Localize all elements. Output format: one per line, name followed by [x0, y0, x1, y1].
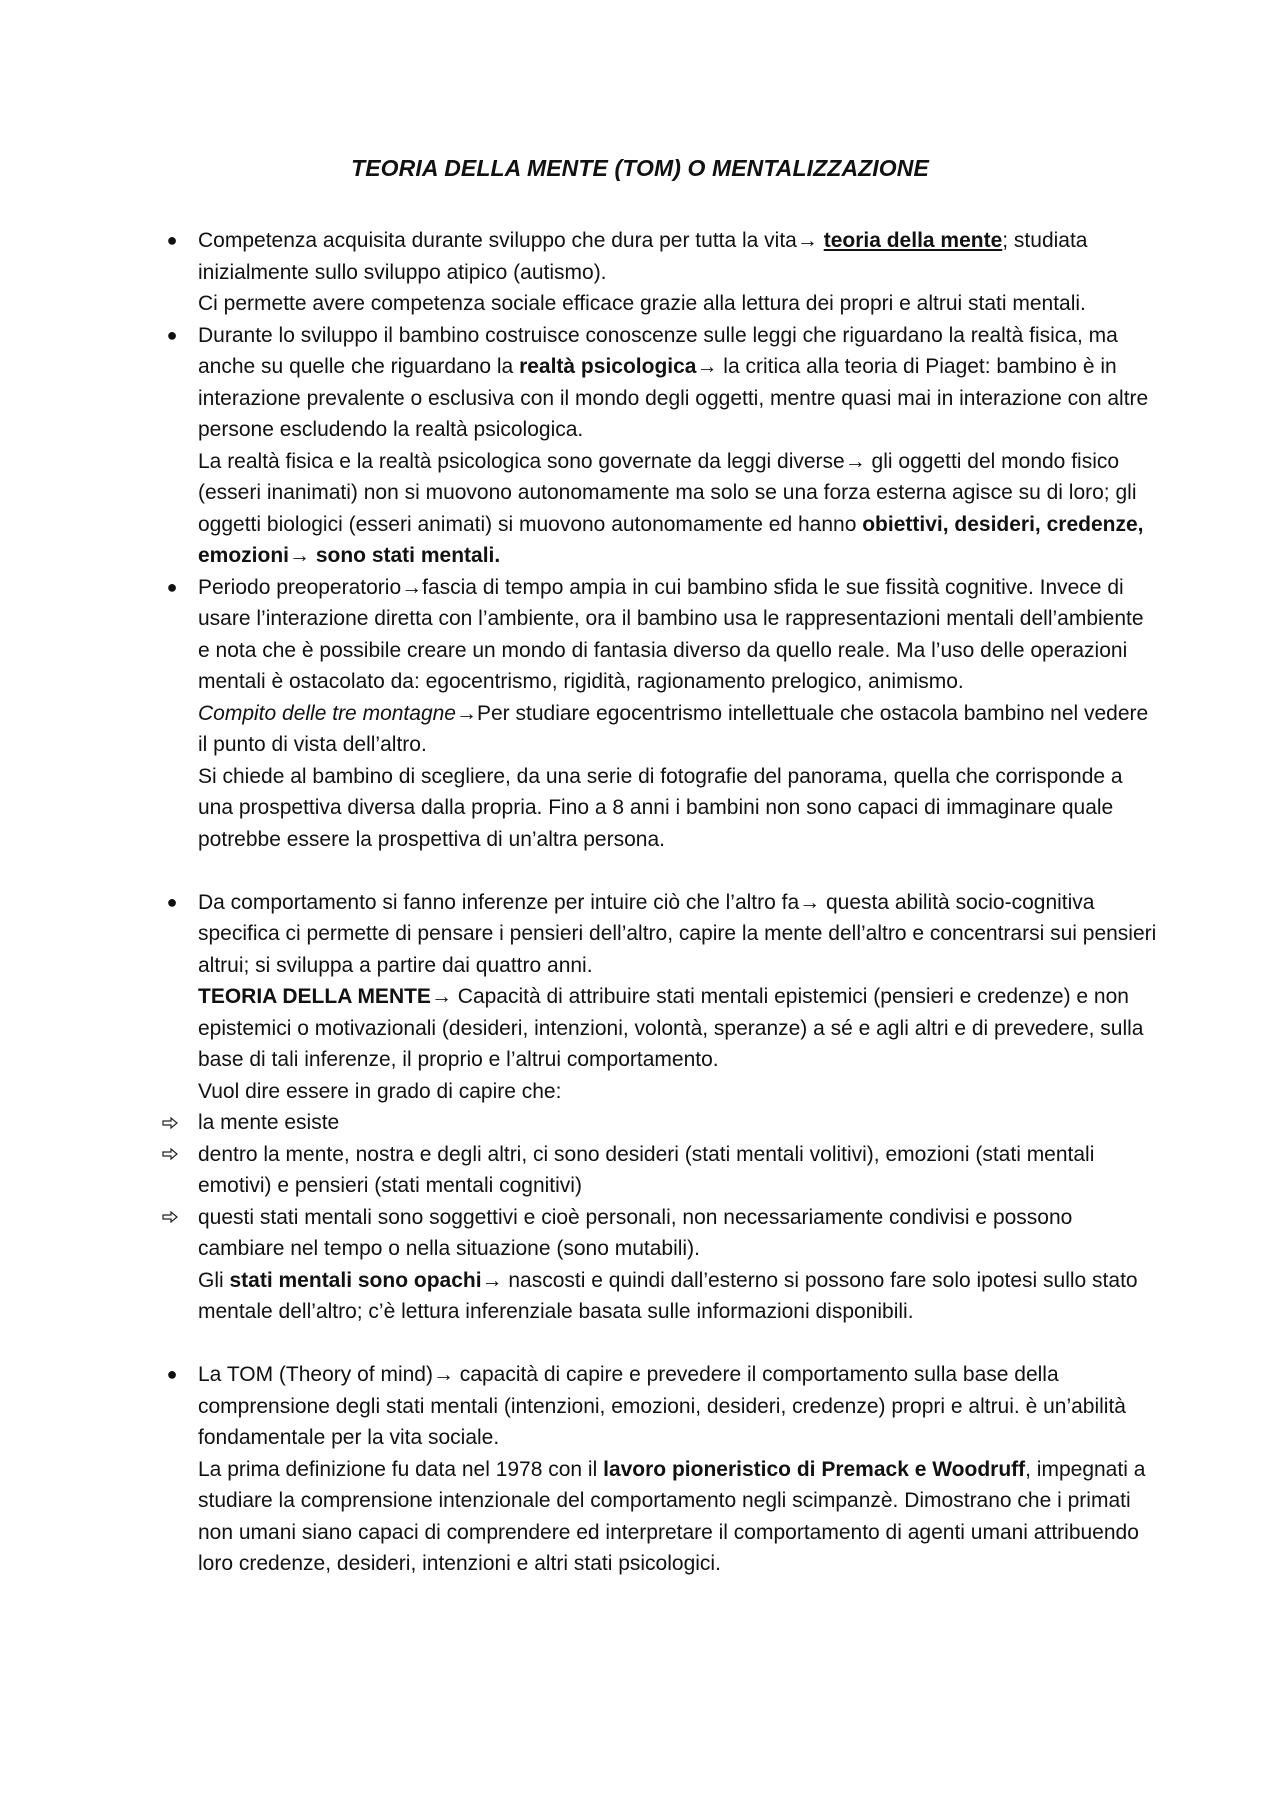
- paragraph: [198, 1265, 1158, 1328]
- arrow-right-icon: [158, 1107, 182, 1138]
- paragraph: Periodo preoperatorio→fascia di tempo ampia in cui bambino sfida le sue fissità cognitive. Invece di usare l’interazione diretta con l’ambiente, ora il bambino usa le rappresentazioni mentali dell’ambiente e nota che è possibile creare un mondo di fantasia diverso da quello reale. Ma l’uso delle operazioni mentali è ostacolato da: egocentrismo, rigidità, ragionamento prelogico, animismo.: [198, 575, 1144, 693]
- text: ; studiata inizialmente sullo sviluppo atipico (autismo).: [198, 229, 1088, 284]
- text: Gli: [198, 1268, 230, 1292]
- paragraph: [198, 698, 1158, 761]
- paragraph: questi stati mentali sono soggettivi e cioè personali, non necessariamente condivisi e possono cambiare nel tempo o nella situazione (sono mutabili).: [198, 1205, 1073, 1260]
- paragraph: Da comportamento si fanno inferenze per intuire ciò che l’altro fa→ questa abilità socio-cognitiva specifica ci permette di pensare i pensieri dell’altro, capire la mente dell’altro e concentrarsi sui pensieri altrui; si sviluppa a partire dai quattro anni.: [198, 890, 1157, 977]
- paragraph: Si chiede al bambino di scegliere, da una serie di fotografie del panorama, quella che corrisponde a una prospettiva diversa dalla propria. Fino a 8 anni i bambini non sono capaci di immaginare quale potrebbe essere la prospettiva di un’altra persona.: [198, 764, 1123, 851]
- paragraph: Ci permette avere competenza sociale efficace grazie alla lettura dei propri e altrui stati mentali.: [198, 292, 1086, 315]
- text: Capacità di attribuire stati mentali epistemici (pensieri e credenze) e non epistemici o motivazionali (desideri, intenzioni, volontà, speranze) a sé e agli altri e di prevedere, sulla base di tali inferenze, il proprio e l’altrui comportamento.: [198, 985, 1144, 1071]
- arrow-list-item: [198, 1107, 1158, 1139]
- blank-line: [198, 855, 1158, 887]
- text: Competenza acquisita durante sviluppo che dura per tutta la vita→: [198, 229, 824, 252]
- document-body: [166, 225, 1158, 1580]
- paragraph: dentro la mente, nostra e degli altri, ci sono desideri (stati mentali volitivi), emozioni (stati mentali emotivi) e pensieri (stati mentali cognitivi): [198, 1142, 1095, 1197]
- text: , impegnati a studiare la comprensione intenzionale del comportamento negli scimpanzè. Dimostrano che i primati non umani siano capaci di comprendere ed interpretare il comportamento di agenti umani attribuendo loro credenze, desideri, intenzioni e altri stati psicologici.: [198, 1457, 1146, 1575]
- list-item: [166, 320, 1158, 572]
- bold-term: stati mentali sono opachi→: [229, 1268, 503, 1292]
- blank-line: [198, 1328, 1158, 1360]
- bullet-icon: ●: [166, 230, 178, 250]
- text: →Per studiare egocentrismo intellettuale che ostacola bambino nel vedere il punto di vista dell’altro.: [198, 701, 1149, 756]
- text: la critica alla teoria di Piaget: bambino è in interazione prevalente o esclusiva con il mondo degli oggetti, mentre quasi mai in interazione con altre persone escludendo la realtà psicologica.: [198, 355, 1149, 441]
- text: La prima definizione fu data nel 1978 con il: [198, 1457, 604, 1481]
- paragraph: [198, 446, 1158, 572]
- list-item: [166, 1359, 1158, 1580]
- arrow-right-icon: [158, 1202, 182, 1233]
- bold-term: TEORIA DELLA MENTE→: [198, 985, 452, 1008]
- paragraph: [198, 225, 1158, 288]
- list-item: [166, 225, 1158, 320]
- arrow-list-item: [198, 1139, 1158, 1202]
- paragraph: La TOM (Theory of mind)→ capacità di capire e prevedere il comportamento sulla base della comprensione degli stati mentali (intenzioni, emozioni, desideri, credenze) propri e altrui. è un’abilità fondamentale per la vita sociale.: [198, 1363, 1126, 1449]
- text: Durante lo sviluppo il bambino costruisce conoscenze sulle leggi che riguardano la realtà fisica, ma anche su quelle che riguardano la: [198, 323, 1118, 378]
- bold-term: realtà psicologica→: [519, 355, 718, 378]
- bullet-icon: ●: [166, 576, 178, 597]
- text: nascosti e quindi dall’esterno si possono fare solo ipotesi sullo stato mentale dell’altro; c’è lettura inferenziale basata sulle informazioni disponibili.: [198, 1268, 1138, 1323]
- paragraph: [198, 981, 1158, 1076]
- paragraph: [198, 320, 1158, 446]
- text: La realtà fisica e la realtà psicologica sono governate da leggi diverse→ gli oggetti del mondo fisico (esseri inanimati) non si muovono autonomamente ma solo se una forza esterna agisce su di loro; gli oggetti biologici (esseri animati) si muovono autonomamente ed hanno: [198, 449, 1137, 536]
- bullet-icon: ●: [166, 891, 178, 912]
- italic-term: Compito delle tre montagne: [198, 701, 456, 725]
- arrow-list-item: [198, 1202, 1158, 1328]
- bullet-icon: ●: [166, 324, 178, 345]
- bold-term: lavoro pioneristico di Premack e Woodruff: [603, 1457, 1026, 1481]
- paragraph: la mente esiste: [198, 1111, 340, 1134]
- bullet-icon: ●: [166, 1364, 178, 1384]
- underlined-term: teoria della mente: [823, 229, 1003, 252]
- list-item: [166, 887, 1158, 1108]
- page-title: TEORIA DELLA MENTE (TOM) O MENTALIZZAZIONE: [351, 155, 929, 181]
- paragraph: Vuol dire essere in grado di capire che:: [198, 1079, 562, 1103]
- list-item: [166, 572, 1158, 856]
- arrow-right-icon: [158, 1139, 182, 1170]
- paragraph: [198, 1454, 1158, 1580]
- bold-term: obiettivi, desideri, credenze, emozioni→ sono stati mentali.: [198, 512, 1144, 567]
